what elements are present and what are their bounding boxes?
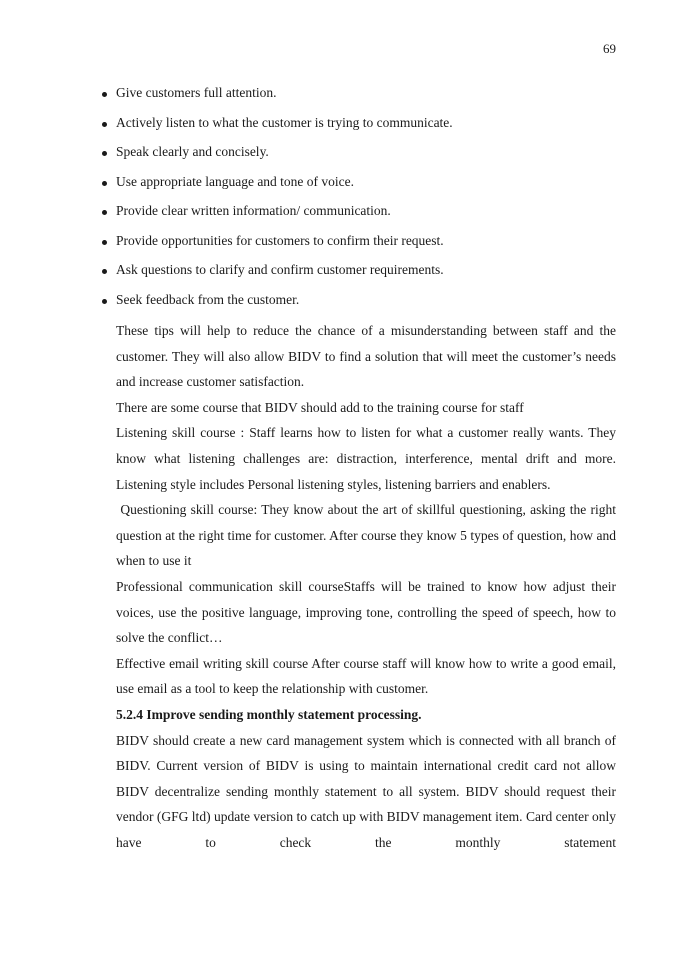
tips-bullet-list [100,84,620,320]
courses-intro-paragraph: There are some course that BIDV should add to the training course for staff [116,399,524,415]
tips-paragraph: These tips will help to reduce the chance of a misunderstanding between staff and the customer. They will also allow BIDV to find a solution that will meet the customer’s needs and increase customer satisfaction. [116,323,616,390]
bullet-item: Ask questions to clarify and confirm customer requirements. [100,261,620,291]
email-course-paragraph: Effective email writing skill course After course staff will know how to write a good email, use email as a tool to keep the relationship with customer. [116,655,616,697]
bullet-item: Provide opportunities for customers to confirm their request. [100,232,620,262]
bullet-item: Provide clear written information/ communication. [100,202,620,232]
section-heading: 5.2.4 Improve sending monthly statement processing. [116,706,422,722]
body-text [116,318,620,855]
page-number: 69 [603,41,616,56]
listening-course-paragraph: Listening skill course : Staff learns how to listen for what a customer really wants. They know what listening challenges are: distraction, interference, mental drift and more. Listening style includes Personal listening styles, listening barriers and enablers. [116,425,616,492]
bullet-item: Actively listen to what the customer is trying to communicate. [100,114,620,144]
bullet-item: Speak clearly and concisely. [100,143,620,173]
card-system-paragraph: BIDV should create a new card management system which is connected with all branch of BIDV. Current version of BIDV is using to maintain international credit card not allow BIDV decentralize sending monthly statement to all system. BIDV should request their vendor (GFG ltd) update version to catch up with BIDV management item. Card center only have to check the monthly statement [116,732,616,850]
professional-course-paragraph: Professional communication skill courseStaffs will be trained to know how adjust their voices, use the positive language, improving tone, controlling the speed of speech, how to solve the conflict… [116,578,616,646]
bullet-item: Give customers full attention. [100,84,620,114]
questioning-course-paragraph: Questioning skill course: They know about the art of skillful questioning, asking the right question at the right time for customer. After course they know 5 types of question, how and when to use it [116,502,620,569]
bullet-item: Seek feedback from the customer. [100,291,620,321]
bullet-item: Use appropriate language and tone of voice. [100,173,620,203]
